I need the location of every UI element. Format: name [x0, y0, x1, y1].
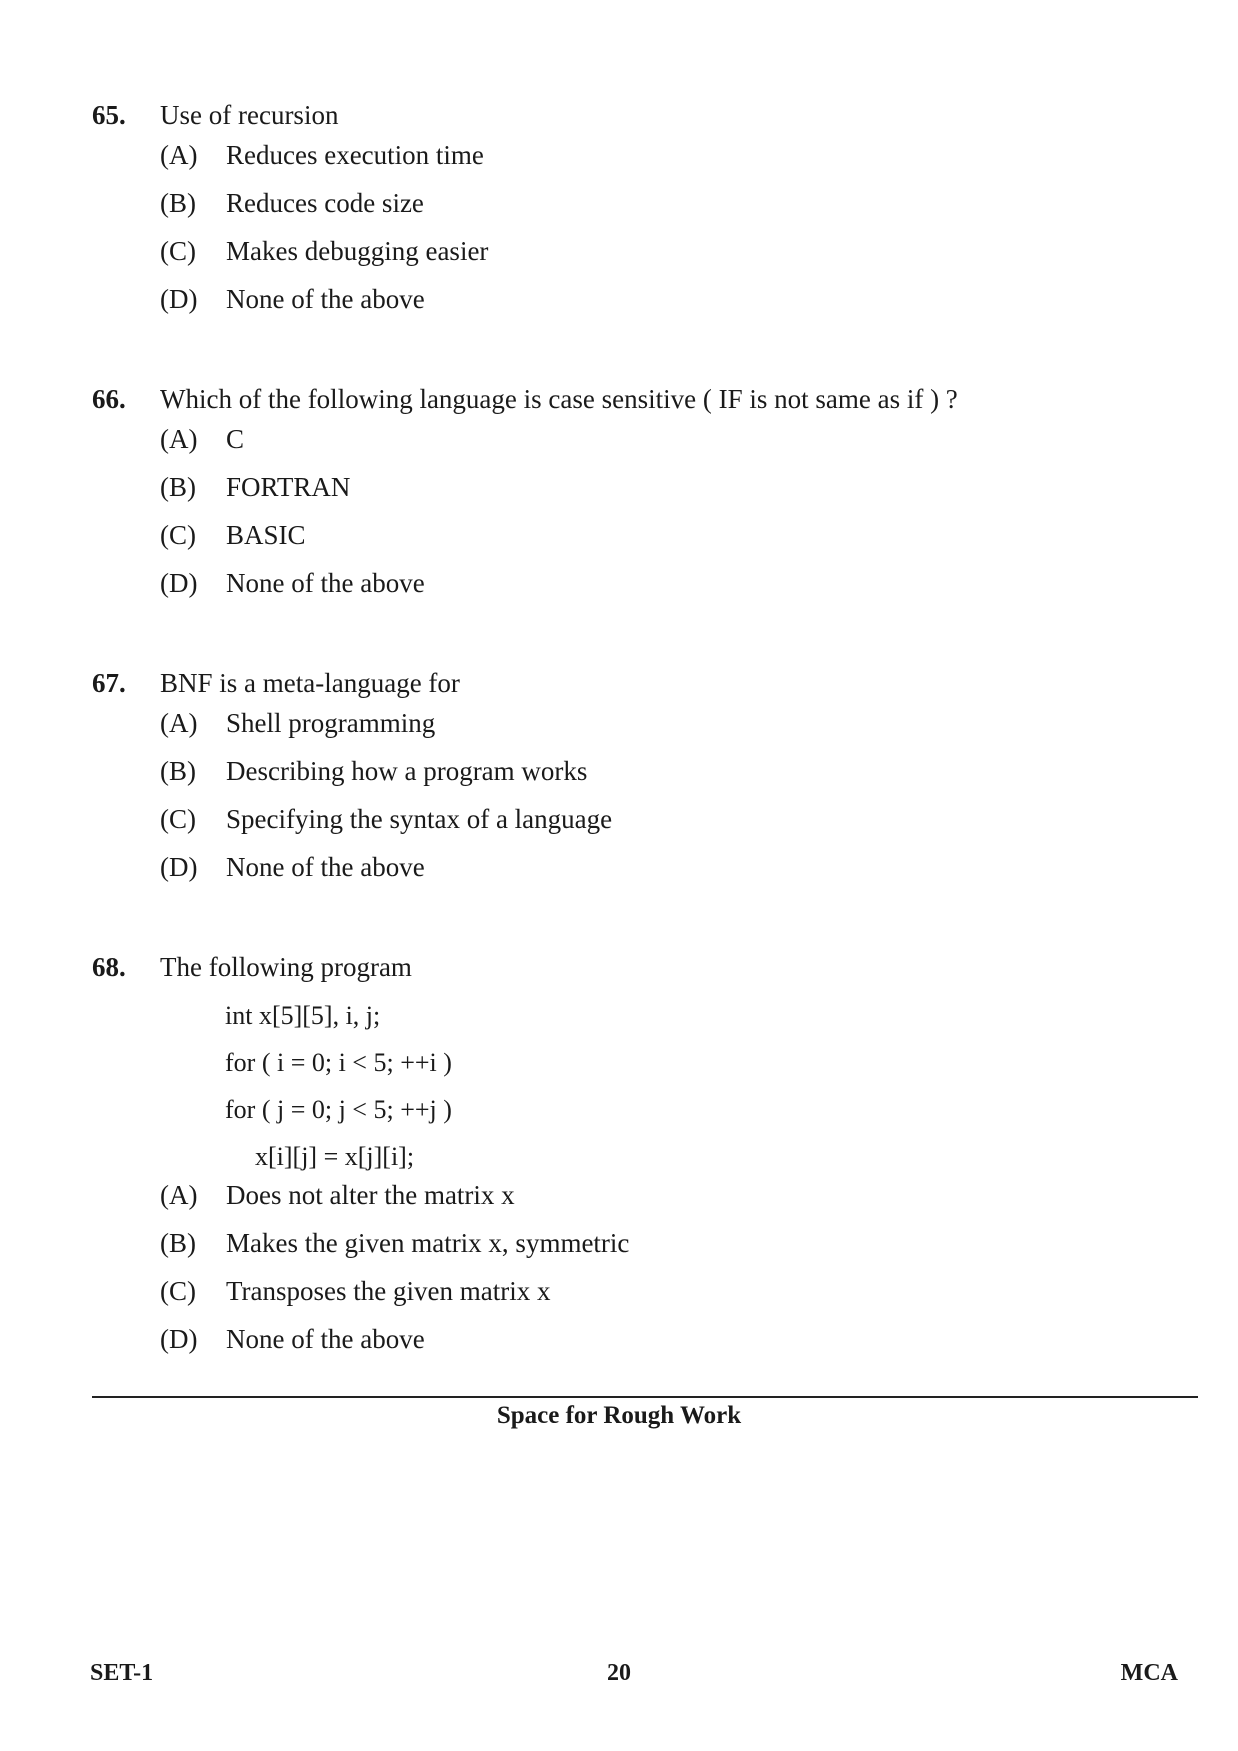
option-list — [160, 424, 1192, 616]
question-text: The following program — [160, 952, 412, 982]
option-text: Shell programming — [226, 708, 436, 738]
option-label: (D) — [160, 284, 198, 314]
option-label: (A) — [160, 1180, 198, 1210]
section-divider — [92, 1396, 1198, 1398]
option-a — [160, 708, 1192, 756]
code-line: for ( i = 0; i < 5; ++i ) — [225, 1047, 452, 1077]
code-block — [225, 992, 1192, 1180]
option-label: (B) — [160, 188, 196, 218]
option-d — [160, 1324, 1192, 1372]
option-text: Describing how a program works — [226, 756, 588, 786]
option-text: BASIC — [226, 520, 306, 550]
option-a — [160, 140, 1192, 188]
option-text: None of the above — [226, 284, 425, 314]
question-68 — [92, 952, 1192, 1372]
option-label: (C) — [160, 236, 196, 266]
option-list — [160, 1180, 1192, 1372]
option-label: (A) — [160, 424, 198, 454]
option-list — [160, 708, 1192, 900]
question-number: 68. — [92, 952, 126, 982]
option-b — [160, 1228, 1192, 1276]
option-text: Reduces execution time — [226, 140, 484, 170]
option-text: Specifying the syntax of a language — [226, 804, 613, 834]
question-text: Which of the following language is case sensitive ( IF is not same as if ) ? — [160, 384, 958, 414]
question-65 — [92, 100, 1192, 332]
footer-set-code: SET-1 — [90, 1660, 154, 1686]
option-b — [160, 756, 1192, 804]
option-label: (D) — [160, 852, 198, 882]
option-d — [160, 284, 1192, 332]
question-text: BNF is a meta-language for — [160, 668, 460, 698]
question-number: 67. — [92, 668, 126, 698]
option-b — [160, 472, 1192, 520]
option-d — [160, 852, 1192, 900]
question-66 — [92, 384, 1192, 616]
option-text: Transposes the given matrix x — [226, 1276, 551, 1306]
code-line: for ( j = 0; j < 5; ++j ) — [225, 1094, 452, 1124]
option-text: None of the above — [226, 568, 425, 598]
option-list — [160, 140, 1192, 332]
question-stem — [92, 952, 1192, 992]
option-label: (D) — [160, 1324, 198, 1354]
option-c — [160, 236, 1192, 284]
question-number: 65. — [92, 100, 126, 130]
option-text: None of the above — [226, 1324, 425, 1354]
question-stem — [92, 100, 1192, 140]
code-line: x[i][j] = x[j][i]; — [255, 1141, 415, 1171]
option-d — [160, 568, 1192, 616]
option-label: (C) — [160, 804, 196, 834]
question-number: 66. — [92, 384, 126, 414]
question-67 — [92, 668, 1192, 900]
option-label: (B) — [160, 1228, 196, 1258]
option-c — [160, 1276, 1192, 1324]
option-text: None of the above — [226, 852, 425, 882]
option-c — [160, 520, 1192, 568]
option-text: C — [226, 424, 245, 454]
option-text: Makes the given matrix x, symmetric — [226, 1228, 630, 1258]
option-text: Reduces code size — [226, 188, 424, 218]
option-label: (C) — [160, 1276, 196, 1306]
option-label: (B) — [160, 756, 196, 786]
option-a — [160, 1180, 1192, 1228]
option-label: (B) — [160, 472, 196, 502]
option-label: (D) — [160, 568, 198, 598]
option-b — [160, 188, 1192, 236]
option-label: (A) — [160, 140, 198, 170]
question-stem — [92, 668, 1192, 708]
option-label: (A) — [160, 708, 198, 738]
code-line: int x[5][5], i, j; — [225, 1000, 381, 1030]
rough-work-heading: Space for Rough Work — [496, 1402, 742, 1429]
option-a — [160, 424, 1192, 472]
option-text: Makes debugging easier — [226, 236, 489, 266]
option-c — [160, 804, 1192, 852]
question-text: Use of recursion — [160, 100, 339, 130]
question-stem — [92, 384, 1192, 424]
option-text: Does not alter the matrix x — [226, 1180, 515, 1210]
option-label: (C) — [160, 520, 196, 550]
option-text: FORTRAN — [226, 472, 351, 502]
footer-course-code: MCA — [1120, 1660, 1178, 1686]
footer-page-number: 20 — [607, 1660, 631, 1686]
